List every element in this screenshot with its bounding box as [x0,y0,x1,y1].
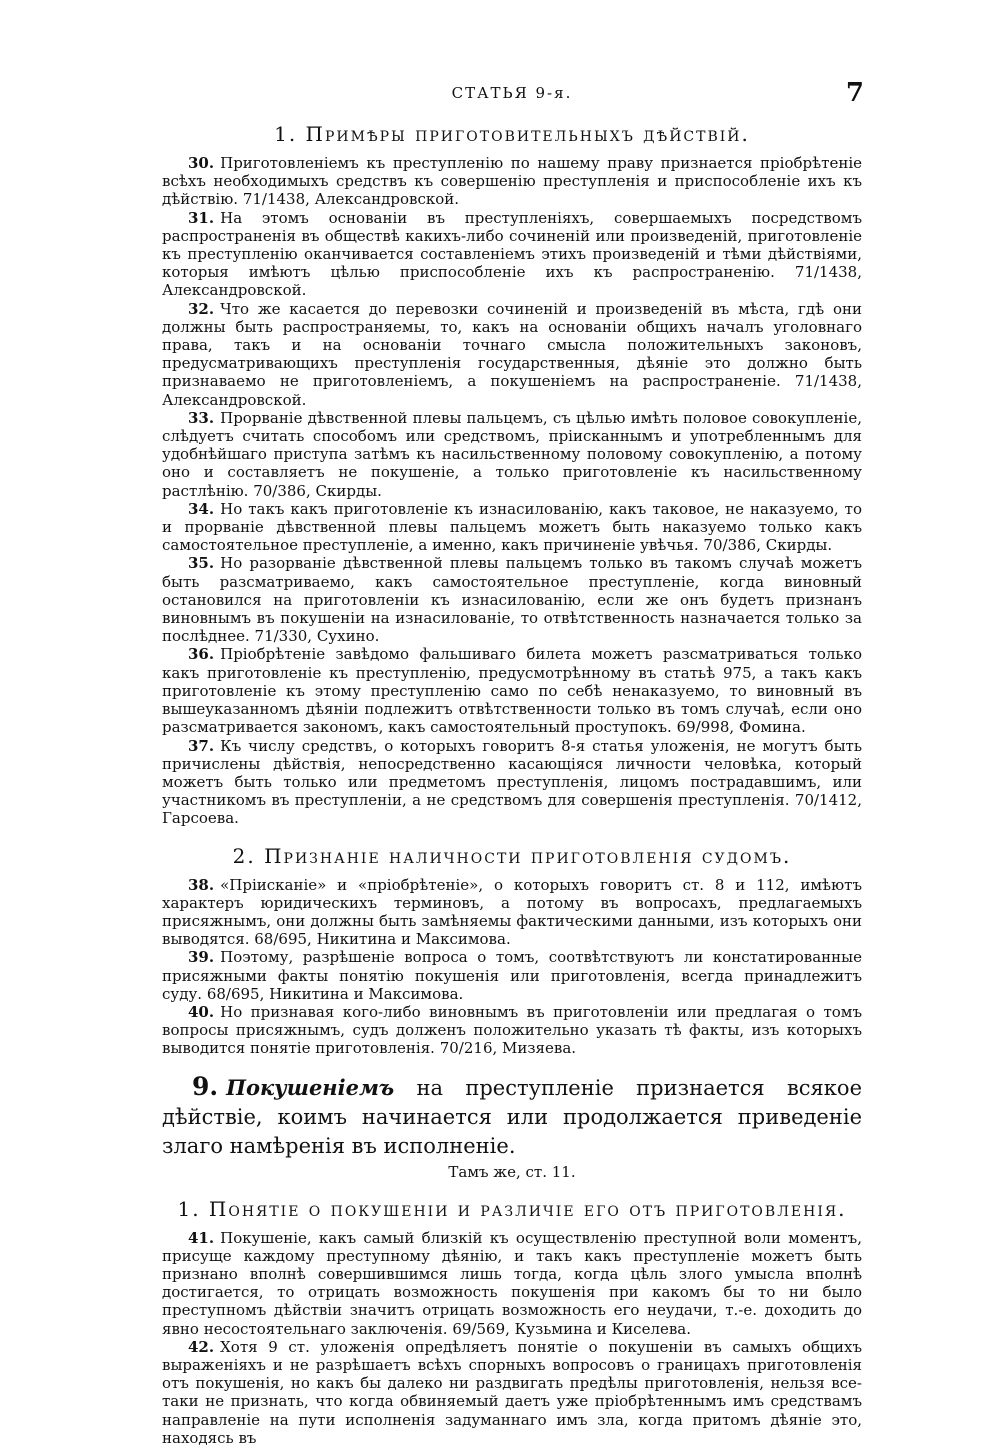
paragraph [162,154,862,209]
paragraph-text: Но такъ какъ приготовленіе къ изнасилованію, какъ таковое, не наказуемо, то и прорваніе дѣвственной плевы пальцемъ можетъ быть наказуемо только какъ самостоятельное преступленіе, а именно, какъ причиненіе увѣчья. 70/386, Скирды. [162,499,862,555]
paragraph-text: Хотя 9 ст. уложенія опредѣляетъ понятіе о покушеніи въ самыхъ общихъ выраженіяхъ и не разрѣшаетъ всѣхъ спорныхъ вопросовъ о границахъ приготовленія отъ покушенія, но какъ бы далеко ни раздвигать предѣлы приготовленія, нельзя все-таки не признать, что когда обвиняемый даетъ уже пріобрѣтеннымъ имъ средствамъ направленіе на пути исполненія задуманнаго имъ зла, когда притомъ дѣяніе это, находясь въ [162,1337,862,1447]
article-9 [162,1072,862,1161]
article-number: 9. [192,1071,219,1101]
paragraph [162,737,862,828]
paragraph-number: 42. [188,1337,215,1356]
paragraph [162,554,862,645]
paragraph-text: Но признавая кого-либо виновнымъ въ приготовленіи или предлагая о томъ вопросы присяжнымъ, судъ долженъ положительно указать тѣ факты, изъ которыхъ выводится понятіе приготовленія. 70/216, Мизяева. [162,1002,862,1058]
paragraph-number: 33. [188,408,215,427]
paragraph-number: 40. [188,1002,215,1021]
paragraph-number: 38. [188,875,215,894]
paragraph-number: 30. [188,154,215,172]
section-title-examples: 1. Примѣры приготовительныхъ дѣйствій. [274,122,750,146]
running-head: СТАТЬЯ 9-я. [451,84,573,102]
section-body-recognition [162,876,862,1058]
paragraph [162,300,862,409]
page-header [162,80,862,112]
paragraph [162,500,862,555]
paragraph-text: Поэтому, разрѣшеніе вопроса о томъ, соотвѣтствуютъ ли констатированные присяжными факты понятію покушенія или приготовленія, всегда принадлежитъ суду. 68/695, Никитина и Максимова. [162,948,862,1003]
paragraph-number: 35. [188,554,215,573]
paragraph-text: «Пріисканіе» и «пріобрѣтеніе», о которыхъ говоритъ ст. 8 и 112, имѣютъ характеръ юридическихъ терминовъ, а потому въ вопросахъ, предлагаемыхъ присяжнымъ, они должны быть замѣняемы фактическими данными, изъ которыхъ они выводятся. 68/695, Никитина и Максимова. [162,875,862,949]
paragraph [162,409,862,500]
paragraph-number: 37. [188,736,215,755]
paragraph [162,1229,862,1338]
paragraph-text: Что же касается до перевозки сочиненій и произведеній въ мѣста, гдѣ они должны быть распространяемы, то, какъ на основаніи общихъ началъ уголовнаго права, такъ и на основаніи точнаго смысла положительныхъ законовъ, предусматривающихъ преступленія государственныя, дѣяніе это должно быть признаваемо не приготовленіемъ, а покушеніемъ на распространеніе. 71/1438, Александровской. [162,299,862,409]
paragraph-number: 39. [188,948,215,967]
section-title-recognition: 2. Признаніе наличности приготовленія судомъ. [232,843,792,868]
paragraph [162,948,862,1003]
paragraph-number: 36. [188,645,215,664]
page-number: 7 [845,78,864,108]
paragraph-text: Пріобрѣтеніе завѣдомо фальшиваго билета можетъ разсматриваться только какъ приготовленіе къ преступленію, предусмотрѣнному въ статьѣ 975, а такъ какъ приготовленіе къ этому преступленію само по себѣ ненаказуемо, то виновный въ вышеуказанномъ дѣяніи подлежитъ отвѣтственности только въ томъ случаѣ, если оно разсматривается закономъ, какъ самостоятельный проступокъ. 69/998, Фомина. [162,645,862,737]
paragraph-text: Приготовленіемъ къ преступленію по нашему праву признается пріобрѣтеніе всѣхъ необходимыхъ средствъ къ совершенію преступленія и приспособленіе ихъ къ дѣйствію. 71/1438, Александровской. [162,154,862,209]
paragraph [162,1338,862,1447]
paragraph [162,645,862,736]
paragraph-number: 34. [188,499,215,518]
paragraph-number: 32. [188,299,215,318]
article-text: на преступленіе признается всякое дѣйствіе, коимъ начинается или продолжается приведеніе злаго намѣренія въ исполненіе. [162,1075,862,1158]
paragraph-text: Къ числу средствъ, о которыхъ говоритъ 8-я статья уложенія, не могутъ быть причислены дѣйствія, непосредственно касающіяся личности человѣка, который можетъ быть только или предметомъ преступленія, лицомъ пострадавшимъ, или участникомъ въ преступленіи, а не средствомъ для совершенія преступленія. 70/1412, Гарсоева. [162,736,862,828]
paragraph-number: 31. [188,208,215,227]
article-source: Тамъ же, ст. 11. [448,1162,576,1181]
section-title-concept: 1. Понятіе о покушеніи и различіе его отъ приготовленія. [177,1196,847,1221]
section-body-concept [162,1229,862,1447]
section-body-examples [162,154,862,828]
paragraph [162,209,862,300]
paragraph-text: Но разорваніе дѣвственной плевы пальцемъ только въ такомъ случаѣ можетъ быть разсматриваемо, какъ самостоятельное преступленіе, когда виновный остановился на приготовленіи къ изнасилованію, если же онъ будетъ признанъ виновнымъ въ покушеніи на изнасилованіе, то отвѣтственность назначается только за послѣднее. 71/330, Сухино. [162,554,862,646]
paragraph [162,1003,862,1058]
page [162,80,862,1447]
paragraph-number: 41. [188,1228,215,1247]
paragraph-text: На этомъ основаніи въ преступленіяхъ, совершаемыхъ посредствомъ распространенія въ обществѣ какихъ-либо сочиненій или произведеній, приготовленіе къ преступленію оканчивается составленіемъ этихъ произведеній и тѣми дѣйствіями, которыя имѣютъ цѣлью приспособленіе ихъ къ распространенію. 71/1438, Александровской. [162,208,862,300]
paragraph-text: Прорваніе дѣвственной плевы пальцемъ, съ цѣлью имѣть половое совокупленіе, слѣдуетъ считать способомъ или средствомъ, пріисканнымъ и употребленнымъ для удобнѣйшаго приступа затѣмъ къ насильственному половому совокупленію, а потому оно и составляетъ не покушеніе, а только приготовленіе къ насильственному растлѣнію. 70/386, Скирды. [162,408,862,500]
paragraph [162,876,862,949]
paragraph-text: Покушеніе, какъ самый близкій къ осуществленію преступной воли моментъ, присуще каждому преступному дѣянію, и такъ какъ преступленіе можетъ быть признано вполнѣ совершившимся лишь тогда, когда цѣль злого умысла вполнѣ достигается, то отрицать возможность покушенія при какомъ бы то ни было преступномъ дѣйствіи значитъ отрицать возможность его неудачи, т.-е. доходить до явно несостоятельнаго заключенія. 69/569, Кузьмина и Киселева. [162,1228,862,1338]
article-term: Покушеніемъ [226,1074,395,1100]
